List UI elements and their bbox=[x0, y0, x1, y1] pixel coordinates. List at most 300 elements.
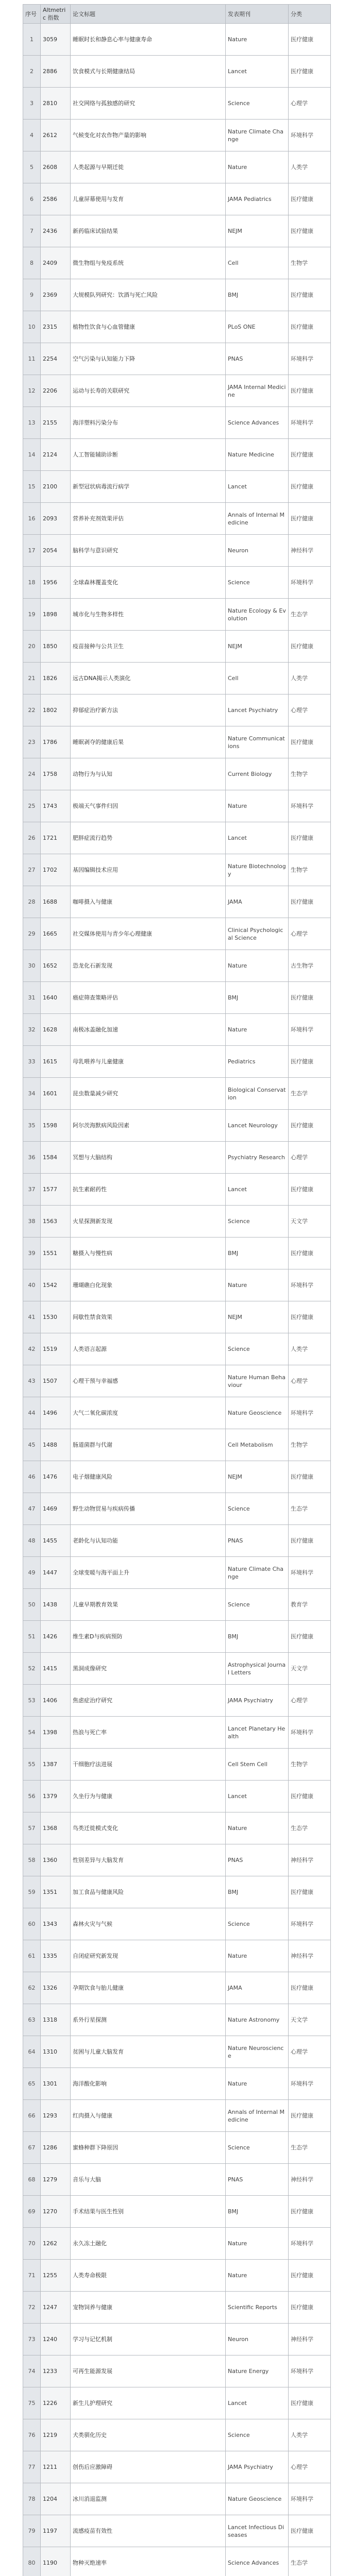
altmetric-score: 1426 bbox=[41, 1621, 71, 1653]
category: 环境科学 bbox=[289, 1908, 331, 1940]
row-index: 39 bbox=[23, 1238, 41, 1269]
table-row bbox=[23, 1110, 331, 1142]
row-index: 42 bbox=[23, 1333, 41, 1365]
table-row bbox=[23, 1972, 331, 2004]
table-row bbox=[23, 1717, 331, 1749]
table-row bbox=[23, 1142, 331, 1174]
row-index: 74 bbox=[23, 2355, 41, 2387]
journal-name: Cell Stem Cell bbox=[226, 1749, 289, 1781]
altmetric-score: 1438 bbox=[41, 1589, 71, 1621]
category: 环境科学 bbox=[289, 567, 331, 599]
row-index: 49 bbox=[23, 1557, 41, 1589]
altmetric-score: 1197 bbox=[41, 2515, 71, 2547]
paper-title: 流感疫苗有效性 bbox=[71, 2515, 226, 2547]
row-index: 19 bbox=[23, 599, 41, 631]
category: 环境科学 bbox=[289, 1397, 331, 1429]
altmetric-score: 1826 bbox=[41, 663, 71, 694]
journal-name: Science bbox=[226, 1589, 289, 1621]
paper-title: 肠道菌群与代谢 bbox=[71, 1429, 226, 1461]
paper-title: 昆虫数量减少研究 bbox=[71, 1078, 226, 1110]
category: 医疗健康 bbox=[289, 2515, 331, 2547]
journal-name: PLoS ONE bbox=[226, 311, 289, 343]
altmetric-score: 2612 bbox=[41, 120, 71, 151]
row-index: 56 bbox=[23, 1781, 41, 1812]
altmetric-score: 1447 bbox=[41, 1557, 71, 1589]
category: 医疗健康 bbox=[289, 1525, 331, 1557]
table-row bbox=[23, 1908, 331, 1940]
category: 环境科学 bbox=[289, 1014, 331, 1046]
row-index: 80 bbox=[23, 2547, 41, 2576]
journal-name: Annals of Internal Medicine bbox=[226, 503, 289, 535]
row-index: 73 bbox=[23, 2324, 41, 2355]
paper-title: 火星探测新发现 bbox=[71, 1206, 226, 1238]
category: 心理学 bbox=[289, 1142, 331, 1174]
row-index: 14 bbox=[23, 439, 41, 471]
altmetric-score: 1488 bbox=[41, 1429, 71, 1461]
category: 生物学 bbox=[289, 247, 331, 279]
category: 医疗健康 bbox=[289, 2100, 331, 2132]
category: 环境科学 bbox=[289, 1717, 331, 1749]
header-category: 分类 bbox=[289, 5, 331, 24]
row-index: 29 bbox=[23, 918, 41, 950]
paper-title: 癌症筛查策略评估 bbox=[71, 982, 226, 1014]
paper-title: 阿尔茨海默病风险因素 bbox=[71, 1110, 226, 1142]
category: 医疗健康 bbox=[289, 24, 331, 56]
header-altmetric: Altmetric 指数 bbox=[41, 5, 71, 24]
row-index: 72 bbox=[23, 2292, 41, 2324]
table-row bbox=[23, 1269, 331, 1301]
row-index: 33 bbox=[23, 1046, 41, 1078]
table-row bbox=[23, 1781, 331, 1812]
category: 医疗健康 bbox=[289, 439, 331, 471]
journal-name: Nature Astronomy bbox=[226, 2004, 289, 2036]
paper-title: 植物性饮食与心血管健康 bbox=[71, 311, 226, 343]
altmetric-score: 2124 bbox=[41, 439, 71, 471]
category: 医疗健康 bbox=[289, 183, 331, 215]
paper-title: 南极冰盖融化加速 bbox=[71, 1014, 226, 1046]
altmetric-table bbox=[23, 4, 331, 2576]
category: 心理学 bbox=[289, 1685, 331, 1717]
table-row bbox=[23, 1046, 331, 1078]
journal-name: Nature Communications bbox=[226, 726, 289, 758]
table-row bbox=[23, 88, 331, 120]
row-index: 46 bbox=[23, 1461, 41, 1493]
category: 医疗健康 bbox=[289, 215, 331, 247]
category: 人类学 bbox=[289, 663, 331, 694]
row-index: 41 bbox=[23, 1301, 41, 1333]
category: 医疗健康 bbox=[289, 982, 331, 1014]
table-row bbox=[23, 24, 331, 56]
category: 医疗健康 bbox=[289, 726, 331, 758]
journal-name: Lancet bbox=[226, 2387, 289, 2419]
altmetric-score: 1204 bbox=[41, 2483, 71, 2515]
altmetric-score: 1240 bbox=[41, 2324, 71, 2355]
table-row bbox=[23, 918, 331, 950]
journal-name: Lancet Planetary Health bbox=[226, 1717, 289, 1749]
altmetric-score: 2586 bbox=[41, 183, 71, 215]
paper-title: 黑洞成像研究 bbox=[71, 1653, 226, 1685]
category: 医疗健康 bbox=[289, 375, 331, 407]
journal-name: PNAS bbox=[226, 2164, 289, 2196]
altmetric-score: 1379 bbox=[41, 1781, 71, 1812]
altmetric-score: 2886 bbox=[41, 56, 71, 88]
paper-title: 疫苗接种与公共卫生 bbox=[71, 631, 226, 663]
paper-title: 营养补充剂效果评估 bbox=[71, 503, 226, 535]
paper-title: 咖啡摄入与健康 bbox=[71, 886, 226, 918]
journal-name: BMJ bbox=[226, 2196, 289, 2228]
paper-title: 新生儿护理研究 bbox=[71, 2387, 226, 2419]
category: 心理学 bbox=[289, 918, 331, 950]
journal-name: Nature bbox=[226, 1940, 289, 1972]
journal-name: Nature Geoscience bbox=[226, 2483, 289, 2515]
altmetric-score: 1628 bbox=[41, 1014, 71, 1046]
journal-name: NEJM bbox=[226, 631, 289, 663]
table-row bbox=[23, 471, 331, 503]
row-index: 2 bbox=[23, 56, 41, 88]
table-row bbox=[23, 375, 331, 407]
row-index: 28 bbox=[23, 886, 41, 918]
category: 天文学 bbox=[289, 1206, 331, 1238]
category: 医疗健康 bbox=[289, 1876, 331, 1908]
paper-title: 极端天气事件归因 bbox=[71, 790, 226, 822]
row-index: 35 bbox=[23, 1110, 41, 1142]
journal-name: Science Advances bbox=[226, 407, 289, 439]
row-index: 57 bbox=[23, 1812, 41, 1844]
altmetric-score: 1335 bbox=[41, 1940, 71, 1972]
paper-title: 海洋酸化影响 bbox=[71, 2068, 226, 2100]
altmetric-score: 1455 bbox=[41, 1525, 71, 1557]
table-row bbox=[23, 1397, 331, 1429]
table-row bbox=[23, 1238, 331, 1269]
category: 神经科学 bbox=[289, 1844, 331, 1876]
category: 生物学 bbox=[289, 758, 331, 790]
altmetric-score: 1758 bbox=[41, 758, 71, 790]
category: 生物学 bbox=[289, 1429, 331, 1461]
category: 神经科学 bbox=[289, 2164, 331, 2196]
altmetric-score: 1640 bbox=[41, 982, 71, 1014]
row-index: 22 bbox=[23, 694, 41, 726]
altmetric-score: 1563 bbox=[41, 1206, 71, 1238]
paper-title: 饮食模式与长期健康结局 bbox=[71, 56, 226, 88]
journal-name: JAMA Internal Medicine bbox=[226, 375, 289, 407]
paper-title: 运动与长寿的关联研究 bbox=[71, 375, 226, 407]
paper-title: 抗生素耐药性 bbox=[71, 1174, 226, 1206]
row-index: 66 bbox=[23, 2100, 41, 2132]
altmetric-score: 1190 bbox=[41, 2547, 71, 2576]
table-row bbox=[23, 599, 331, 631]
journal-name: JAMA bbox=[226, 886, 289, 918]
paper-title: 人工智能辅助诊断 bbox=[71, 439, 226, 471]
altmetric-score: 1247 bbox=[41, 2292, 71, 2324]
table-row bbox=[23, 2132, 331, 2164]
journal-name: Science bbox=[226, 1206, 289, 1238]
category: 医疗健康 bbox=[289, 1110, 331, 1142]
row-index: 69 bbox=[23, 2196, 41, 2228]
altmetric-score: 1665 bbox=[41, 918, 71, 950]
table-row bbox=[23, 2196, 331, 2228]
altmetric-score: 1542 bbox=[41, 1269, 71, 1301]
altmetric-score: 1469 bbox=[41, 1493, 71, 1525]
journal-name: Nature bbox=[226, 24, 289, 56]
journal-name: BMJ bbox=[226, 1876, 289, 1908]
journal-name: Pediatrics bbox=[226, 1046, 289, 1078]
row-index: 9 bbox=[23, 279, 41, 311]
category: 生态学 bbox=[289, 2132, 331, 2164]
journal-name: JAMA bbox=[226, 1972, 289, 2004]
altmetric-score: 1279 bbox=[41, 2164, 71, 2196]
paper-title: 贫困与儿童大脑发育 bbox=[71, 2036, 226, 2068]
row-index: 36 bbox=[23, 1142, 41, 1174]
journal-name: Nature Biotechnology bbox=[226, 854, 289, 886]
journal-name: Cell bbox=[226, 663, 289, 694]
altmetric-score: 1584 bbox=[41, 1142, 71, 1174]
altmetric-score: 1286 bbox=[41, 2132, 71, 2164]
table-row bbox=[23, 56, 331, 88]
journal-name: Science Advances bbox=[226, 2547, 289, 2576]
row-index: 54 bbox=[23, 1717, 41, 1749]
altmetric-score: 1326 bbox=[41, 1972, 71, 2004]
altmetric-score: 1551 bbox=[41, 1238, 71, 1269]
paper-title: 珊瑚礁白化现象 bbox=[71, 1269, 226, 1301]
journal-name: Cell Metabolism bbox=[226, 1429, 289, 1461]
row-index: 43 bbox=[23, 1365, 41, 1397]
category: 医疗健康 bbox=[289, 56, 331, 88]
altmetric-score: 2436 bbox=[41, 215, 71, 247]
altmetric-score: 1786 bbox=[41, 726, 71, 758]
row-index: 8 bbox=[23, 247, 41, 279]
row-index: 3 bbox=[23, 88, 41, 120]
row-index: 20 bbox=[23, 631, 41, 663]
row-index: 47 bbox=[23, 1493, 41, 1525]
category: 环境科学 bbox=[289, 1557, 331, 1589]
row-index: 17 bbox=[23, 535, 41, 567]
category: 人类学 bbox=[289, 151, 331, 183]
altmetric-score: 1507 bbox=[41, 1365, 71, 1397]
altmetric-score: 1255 bbox=[41, 2260, 71, 2292]
journal-name: Biological Conservation bbox=[226, 1078, 289, 1110]
table-row bbox=[23, 2419, 331, 2451]
paper-title: 野生动物贸易与疾病传播 bbox=[71, 1493, 226, 1525]
table-row bbox=[23, 2228, 331, 2260]
journal-name: Science bbox=[226, 2132, 289, 2164]
row-index: 7 bbox=[23, 215, 41, 247]
altmetric-score: 1743 bbox=[41, 790, 71, 822]
journal-name: Nature bbox=[226, 950, 289, 982]
altmetric-score: 1262 bbox=[41, 2228, 71, 2260]
altmetric-score: 1598 bbox=[41, 1110, 71, 1142]
row-index: 51 bbox=[23, 1621, 41, 1653]
journal-name: Nature bbox=[226, 790, 289, 822]
journal-name: Nature Climate Change bbox=[226, 1557, 289, 1589]
table-row bbox=[23, 311, 331, 343]
table-row bbox=[23, 2547, 331, 2576]
category: 生物学 bbox=[289, 854, 331, 886]
journal-name: JAMA Psychiatry bbox=[226, 1685, 289, 1717]
paper-title: 干细胞疗法进展 bbox=[71, 1749, 226, 1781]
row-index: 13 bbox=[23, 407, 41, 439]
paper-title: 全球变暖与海平面上升 bbox=[71, 1557, 226, 1589]
altmetric-score: 1415 bbox=[41, 1653, 71, 1685]
journal-name: Nature bbox=[226, 1812, 289, 1844]
row-index: 16 bbox=[23, 503, 41, 535]
category: 天文学 bbox=[289, 1653, 331, 1685]
paper-title: 红肉摄入与健康 bbox=[71, 2100, 226, 2132]
paper-title: 鸟类迁徙模式变化 bbox=[71, 1812, 226, 1844]
table-row bbox=[23, 1844, 331, 1876]
paper-title: 社交网络与孤独感的研究 bbox=[71, 88, 226, 120]
altmetric-score: 1360 bbox=[41, 1844, 71, 1876]
table-row bbox=[23, 2004, 331, 2036]
journal-name: Lancet bbox=[226, 56, 289, 88]
paper-title: 系外行星探测 bbox=[71, 2004, 226, 2036]
paper-title: 微生物组与免疫系统 bbox=[71, 247, 226, 279]
paper-title: 间歇性禁食效果 bbox=[71, 1301, 226, 1333]
journal-name: Nature bbox=[226, 2260, 289, 2292]
paper-title: 睡眠时长和静息心率与健康寿命 bbox=[71, 24, 226, 56]
table-row bbox=[23, 151, 331, 183]
journal-name: Lancet bbox=[226, 471, 289, 503]
row-index: 71 bbox=[23, 2260, 41, 2292]
altmetric-score: 2155 bbox=[41, 407, 71, 439]
row-index: 79 bbox=[23, 2515, 41, 2547]
row-index: 59 bbox=[23, 1876, 41, 1908]
row-index: 34 bbox=[23, 1078, 41, 1110]
paper-title: 冥想与大脑结构 bbox=[71, 1142, 226, 1174]
table-row bbox=[23, 694, 331, 726]
category: 环境科学 bbox=[289, 1269, 331, 1301]
journal-name: Scientific Reports bbox=[226, 2292, 289, 2324]
row-index: 58 bbox=[23, 1844, 41, 1876]
journal-name: Nature bbox=[226, 151, 289, 183]
header-index: 序号 bbox=[23, 5, 41, 24]
category: 医疗健康 bbox=[289, 1174, 331, 1206]
table-row bbox=[23, 2292, 331, 2324]
journal-name: PNAS bbox=[226, 1844, 289, 1876]
altmetric-score: 1702 bbox=[41, 854, 71, 886]
row-index: 62 bbox=[23, 1972, 41, 2004]
row-index: 38 bbox=[23, 1206, 41, 1238]
altmetric-score: 3059 bbox=[41, 24, 71, 56]
category: 教育学 bbox=[289, 1589, 331, 1621]
altmetric-score: 2100 bbox=[41, 471, 71, 503]
table-row bbox=[23, 2324, 331, 2355]
table-row bbox=[23, 535, 331, 567]
paper-title: 孕期饮食与胎儿健康 bbox=[71, 1972, 226, 2004]
paper-title: 脑科学与意识研究 bbox=[71, 535, 226, 567]
paper-title: 冰川消退监测 bbox=[71, 2483, 226, 2515]
table-row bbox=[23, 2355, 331, 2387]
paper-title: 新药临床试验结果 bbox=[71, 215, 226, 247]
table-row bbox=[23, 2068, 331, 2100]
category: 人类学 bbox=[289, 1333, 331, 1365]
table-row bbox=[23, 726, 331, 758]
table-row bbox=[23, 2515, 331, 2547]
altmetric-score: 1219 bbox=[41, 2419, 71, 2451]
table-row bbox=[23, 407, 331, 439]
category: 医疗健康 bbox=[289, 631, 331, 663]
row-index: 61 bbox=[23, 1940, 41, 1972]
row-index: 24 bbox=[23, 758, 41, 790]
altmetric-score: 1850 bbox=[41, 631, 71, 663]
category: 环境科学 bbox=[289, 407, 331, 439]
row-index: 26 bbox=[23, 822, 41, 854]
journal-name: BMJ bbox=[226, 279, 289, 311]
row-index: 65 bbox=[23, 2068, 41, 2100]
journal-name: Lancet bbox=[226, 822, 289, 854]
row-index: 31 bbox=[23, 982, 41, 1014]
row-index: 21 bbox=[23, 663, 41, 694]
altmetric-score: 2315 bbox=[41, 311, 71, 343]
table-row bbox=[23, 343, 331, 375]
table-row bbox=[23, 1493, 331, 1525]
paper-title: 新型冠状病毒流行病学 bbox=[71, 471, 226, 503]
paper-title: 空气污染与认知能力下降 bbox=[71, 343, 226, 375]
table-row bbox=[23, 1301, 331, 1333]
paper-title: 人类语言起源 bbox=[71, 1333, 226, 1365]
category: 环境科学 bbox=[289, 2355, 331, 2387]
journal-name: Science bbox=[226, 1333, 289, 1365]
paper-title: 大规模队列研究：饮酒与死亡风险 bbox=[71, 279, 226, 311]
row-index: 70 bbox=[23, 2228, 41, 2260]
altmetric-score: 1293 bbox=[41, 2100, 71, 2132]
journal-name: PNAS bbox=[226, 1525, 289, 1557]
paper-title: 心理干预与幸福感 bbox=[71, 1365, 226, 1397]
altmetric-score: 1802 bbox=[41, 694, 71, 726]
journal-name: Nature Energy bbox=[226, 2355, 289, 2387]
category: 医疗健康 bbox=[289, 822, 331, 854]
table-row bbox=[23, 2387, 331, 2419]
paper-title: 维生素D与疾病预防 bbox=[71, 1621, 226, 1653]
row-index: 23 bbox=[23, 726, 41, 758]
category: 环境科学 bbox=[289, 120, 331, 151]
row-index: 64 bbox=[23, 2036, 41, 2068]
paper-title: 宠物饲养与健康 bbox=[71, 2292, 226, 2324]
category: 环境科学 bbox=[289, 343, 331, 375]
row-index: 67 bbox=[23, 2132, 41, 2164]
table-row bbox=[23, 2036, 331, 2068]
row-index: 78 bbox=[23, 2483, 41, 2515]
table-row bbox=[23, 567, 331, 599]
journal-name: NEJM bbox=[226, 1301, 289, 1333]
paper-title: 抑郁症治疗新方法 bbox=[71, 694, 226, 726]
row-index: 44 bbox=[23, 1397, 41, 1429]
journal-name: BMJ bbox=[226, 1238, 289, 1269]
journal-name: Nature Geoscience bbox=[226, 1397, 289, 1429]
journal-name: NEJM bbox=[226, 1461, 289, 1493]
altmetric-score: 1351 bbox=[41, 1876, 71, 1908]
altmetric-score: 1688 bbox=[41, 886, 71, 918]
table-row bbox=[23, 1653, 331, 1685]
altmetric-score: 1343 bbox=[41, 1908, 71, 1940]
journal-name: Lancet Neurology bbox=[226, 1110, 289, 1142]
paper-title: 肥胖症流行趋势 bbox=[71, 822, 226, 854]
row-index: 63 bbox=[23, 2004, 41, 2036]
table-row bbox=[23, 822, 331, 854]
paper-title: 音乐与大脑 bbox=[71, 2164, 226, 2196]
category: 心理学 bbox=[289, 1365, 331, 1397]
altmetric-score: 1387 bbox=[41, 1749, 71, 1781]
table-row bbox=[23, 2100, 331, 2132]
table-row bbox=[23, 1461, 331, 1493]
journal-name: JAMA Pediatrics bbox=[226, 183, 289, 215]
journal-name: Neuron bbox=[226, 535, 289, 567]
altmetric-score: 1496 bbox=[41, 1397, 71, 1429]
category: 生态学 bbox=[289, 1493, 331, 1525]
table-row bbox=[23, 1812, 331, 1844]
altmetric-score: 2054 bbox=[41, 535, 71, 567]
altmetric-score: 2206 bbox=[41, 375, 71, 407]
paper-title: 恐龙化石新发现 bbox=[71, 950, 226, 982]
